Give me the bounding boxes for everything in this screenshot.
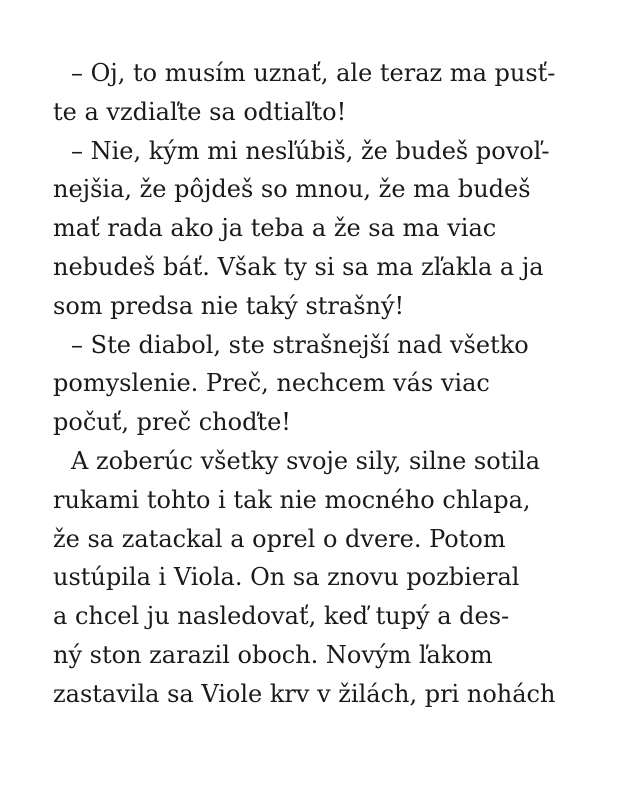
text-line: som predsa nie taký strašný!	[53, 291, 405, 320]
text-line: že sa zatackal a oprel o dvere. Potom	[53, 524, 506, 553]
text-line: – Nie, kým mi nesľúbiš, že budeš povoľ-	[71, 136, 550, 165]
text-line: mať rada ako ja teba a že sa ma viac	[53, 214, 497, 243]
text-line: nebudeš báť. Však ty si sa ma zľakla a ja	[53, 252, 544, 281]
text-line: rukami tohto i tak nie mocného chlapa,	[53, 485, 531, 514]
text-line: pomyslenie. Preč, nechcem vás viac	[53, 369, 490, 398]
text-line: te a vzdiaľte sa odtiaľto!	[53, 97, 347, 126]
text-line: počuť, preč choďte!	[53, 408, 291, 437]
text-line: – Oj, to musím uznať, ale teraz ma pusť-	[71, 59, 556, 87]
text-line: zastavila sa Viole krv v žilách, pri nohách	[53, 679, 556, 708]
text-line: ný ston zarazil oboch. Novým ľakom	[53, 640, 493, 669]
body-text	[53, 54, 613, 714]
text-line: – Ste diabol, ste strašnejší nad všetko	[71, 330, 529, 359]
text-line: A zoberúc všetky svoje sily, silne sotila	[71, 446, 540, 475]
text-line: nejšia, že pôjdeš so mnou, že ma budeš	[53, 175, 531, 204]
text-line: a chcel ju nasledovať, keď tupý a des-	[53, 602, 510, 631]
text-line: ustúpila i Viola. On sa znovu pozbieral	[53, 563, 520, 592]
